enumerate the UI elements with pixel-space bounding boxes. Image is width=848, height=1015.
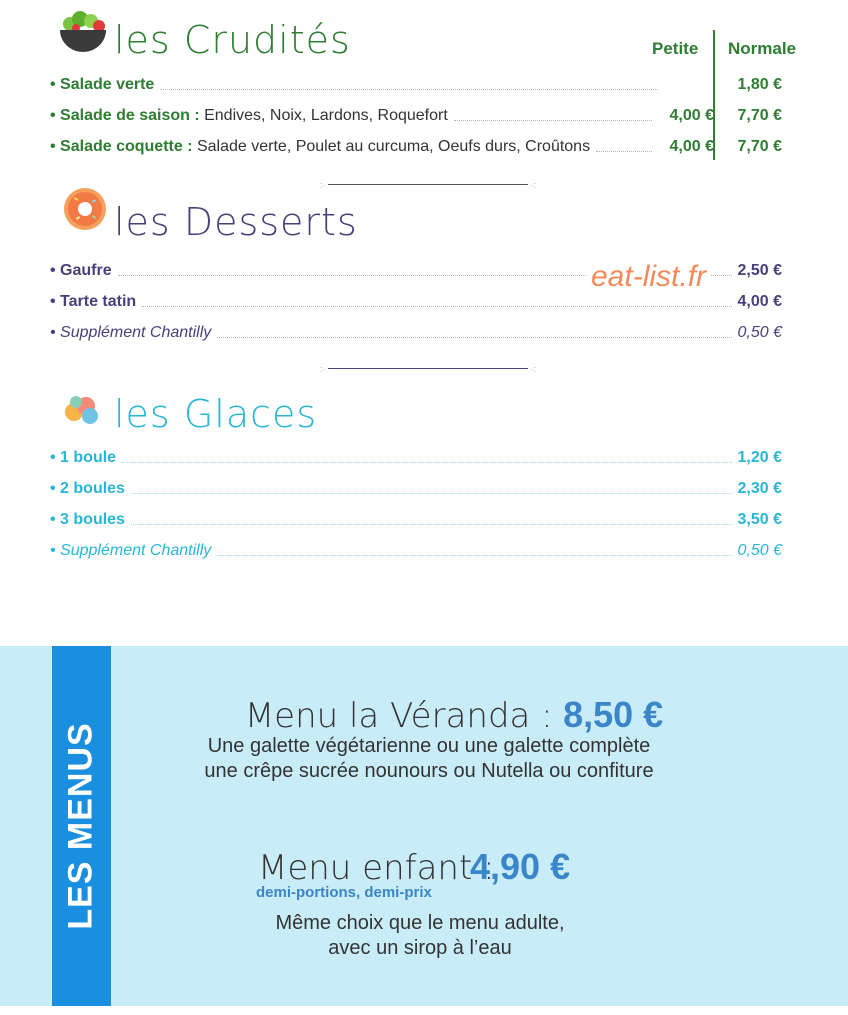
menu-veranda-price: 8,50 € bbox=[563, 694, 664, 735]
item-price: 2,50 € bbox=[737, 262, 782, 279]
item-name: • Tarte tatin bbox=[50, 293, 137, 310]
item-name: • Supplément Chantilly bbox=[50, 542, 212, 559]
item-price: 0,50 € bbox=[737, 542, 782, 559]
item-name: • 1 boule bbox=[50, 449, 117, 466]
menus-banner bbox=[0, 646, 848, 1006]
menu-item-row bbox=[50, 539, 782, 563]
item-price-small: 4,00 € bbox=[669, 138, 714, 155]
col-header-petite: Petite bbox=[652, 39, 699, 58]
item-price: 1,20 € bbox=[737, 449, 782, 466]
dot-leader bbox=[217, 337, 731, 338]
item-name: • 3 boules bbox=[50, 511, 125, 528]
item-price: 0,50 € bbox=[737, 324, 782, 341]
menu-item-row bbox=[50, 321, 782, 345]
dot-leader bbox=[131, 524, 732, 525]
item-description: Salade verte, Poulet au curcuma, Oeufs durs, Croûtons bbox=[196, 138, 591, 155]
dot-leader bbox=[142, 306, 731, 307]
section-divider: :· ·: bbox=[320, 180, 536, 190]
donut-icon bbox=[62, 186, 108, 232]
menu-item-row bbox=[50, 508, 782, 532]
menu-veranda-line1: Une galette végétarienne ou une galette complète bbox=[207, 735, 651, 757]
crudites-icon bbox=[58, 10, 108, 54]
menu-item-row bbox=[50, 104, 782, 128]
desserts-title: les Desserts bbox=[114, 200, 358, 244]
item-price: 3,50 € bbox=[737, 511, 782, 528]
dot-leader bbox=[217, 555, 731, 556]
dot-leader bbox=[122, 462, 731, 463]
menu-veranda-line2: une crêpe sucrée nounours ou Nutella ou confiture bbox=[204, 760, 654, 782]
item-name: • 2 boules bbox=[50, 480, 125, 497]
menu-veranda-title: Menu la Véranda : bbox=[244, 696, 553, 736]
menus-side-label: LES MENUS bbox=[61, 722, 100, 930]
ice-cream-scoops-icon bbox=[62, 392, 102, 428]
glaces-title: les Glaces bbox=[114, 392, 318, 436]
crudites-title: les Crudités bbox=[114, 18, 351, 62]
menu-veranda-heading bbox=[60, 694, 848, 736]
item-price-small: 4,00 € bbox=[669, 107, 714, 124]
item-price-normal: 7,70 € bbox=[737, 138, 782, 155]
menu-item-row bbox=[50, 135, 782, 159]
item-name: • Salade coquette : bbox=[50, 138, 193, 155]
item-price-normal: 7,70 € bbox=[737, 107, 782, 124]
watermark: eat-list.fr bbox=[587, 260, 710, 294]
menu-item-row bbox=[50, 290, 782, 314]
menu-item-row bbox=[50, 446, 782, 470]
item-name: • Salade de saison : bbox=[50, 107, 200, 124]
menu-enfant-title: Menu enfant : bbox=[258, 848, 495, 888]
menu-item-row bbox=[50, 73, 782, 97]
item-price: 4,00 € bbox=[737, 293, 782, 310]
item-description: Endives, Noix, Lardons, Roquefort bbox=[204, 107, 448, 124]
item-name: • Salade verte bbox=[50, 76, 155, 93]
item-price-normal: 1,80 € bbox=[737, 76, 782, 93]
menu-enfant-line1: Même choix que le menu adulte, bbox=[275, 912, 565, 934]
menu-enfant-line2: avec un sirop à l’eau bbox=[328, 937, 512, 959]
menu-enfant-price: 4,90 € bbox=[470, 846, 571, 887]
dot-leader bbox=[454, 120, 652, 121]
item-name: • Supplément Chantilly bbox=[50, 324, 212, 341]
dot-leader bbox=[596, 151, 652, 152]
col-header-normale: Normale bbox=[728, 39, 797, 58]
dot-leader bbox=[131, 493, 732, 494]
dot-leader bbox=[160, 89, 658, 90]
menu-enfant-subtitle: demi-portions, demi-prix bbox=[256, 884, 432, 901]
item-price: 2,30 € bbox=[737, 480, 782, 497]
section-divider: :· ·: bbox=[320, 364, 536, 374]
item-name: • Gaufre bbox=[50, 262, 112, 279]
menu-item-row bbox=[50, 477, 782, 501]
